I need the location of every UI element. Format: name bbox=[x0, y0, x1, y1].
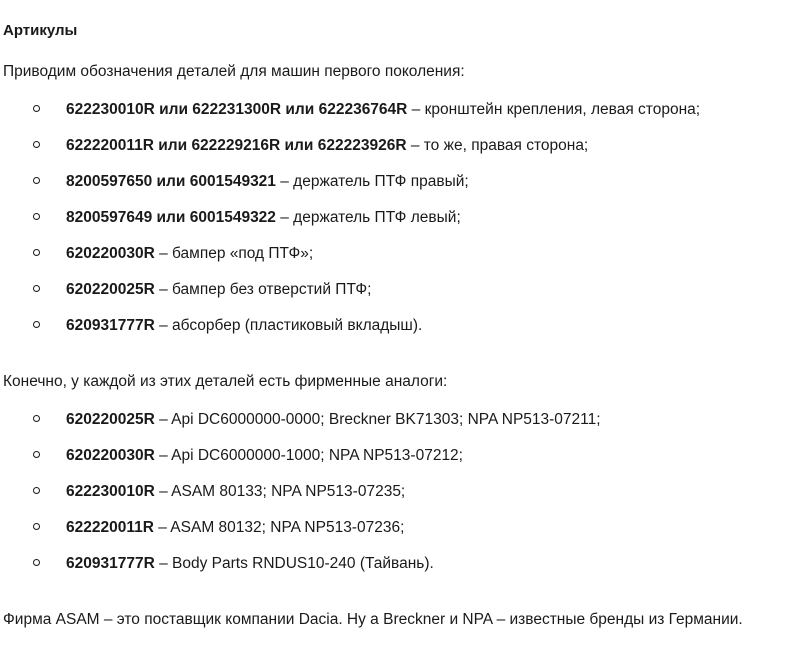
circle-bullet-icon bbox=[33, 487, 40, 494]
analog-description: – Api DC6000000-0000; Breckner BK71303; NPA NP513-07211; bbox=[154, 411, 601, 428]
circle-bullet-icon bbox=[33, 451, 40, 458]
circle-bullet-icon bbox=[33, 213, 40, 220]
circle-bullet-icon bbox=[33, 415, 40, 422]
part-description: – держатель ПТФ правый; bbox=[275, 173, 469, 190]
list-item bbox=[3, 244, 700, 280]
list-item bbox=[3, 410, 601, 446]
analogs-list bbox=[3, 410, 601, 590]
list-item bbox=[3, 316, 700, 352]
circle-bullet-icon bbox=[33, 321, 40, 328]
part-description: – бампер без отверстий ПТФ; bbox=[154, 281, 372, 298]
part-code: 620220025R bbox=[66, 411, 155, 428]
part-code: 622220011R или 622229216R или 622223926R bbox=[66, 137, 407, 154]
part-code: 620220030R bbox=[66, 447, 155, 464]
intro-paragraph: Приводим обозначения деталей для машин первого поколения: bbox=[3, 63, 465, 80]
list-item bbox=[3, 280, 700, 316]
section-heading: Артикулы bbox=[3, 22, 78, 39]
analog-description: – Api DC6000000-1000; NPA NP513-07212; bbox=[154, 447, 463, 464]
analog-description: – Body Parts RNDUS10-240 (Тайвань). bbox=[154, 555, 434, 572]
part-code: 622230010R bbox=[66, 483, 155, 500]
list-item bbox=[3, 172, 700, 208]
part-code: 620931777R bbox=[66, 555, 155, 572]
circle-bullet-icon bbox=[33, 523, 40, 530]
list-item bbox=[3, 136, 700, 172]
part-code: 620220025R bbox=[66, 281, 155, 298]
part-code: 8200597649 или 6001549322 bbox=[66, 209, 276, 226]
list-item bbox=[3, 446, 601, 482]
part-code: 620220030R bbox=[66, 245, 155, 262]
circle-bullet-icon bbox=[33, 141, 40, 148]
part-description: – кронштейн крепления, левая сторона; bbox=[407, 101, 701, 118]
part-code: 8200597650 или 6001549321 bbox=[66, 173, 276, 190]
analogs-intro-paragraph: Конечно, у каждой из этих деталей есть фирменные аналоги: bbox=[3, 373, 448, 390]
analog-description: – ASAM 80132; NPA NP513-07236; bbox=[153, 519, 405, 536]
list-item bbox=[3, 100, 700, 136]
circle-bullet-icon bbox=[33, 285, 40, 292]
part-description: – абсорбер (пластиковый вкладыш). bbox=[154, 317, 423, 334]
circle-bullet-icon bbox=[33, 559, 40, 566]
part-code: 622220011R bbox=[66, 519, 154, 536]
analog-description: – ASAM 80133; NPA NP513-07235; bbox=[154, 483, 406, 500]
list-item bbox=[3, 482, 601, 518]
list-item bbox=[3, 208, 700, 244]
circle-bullet-icon bbox=[33, 177, 40, 184]
part-code: 620931777R bbox=[66, 317, 155, 334]
parts-list bbox=[3, 100, 700, 352]
list-item bbox=[3, 554, 601, 590]
part-description: – держатель ПТФ левый; bbox=[275, 209, 461, 226]
part-description: – бампер «под ПТФ»; bbox=[154, 245, 314, 262]
circle-bullet-icon bbox=[33, 249, 40, 256]
part-description: – то же, правая сторона; bbox=[406, 137, 589, 154]
list-item bbox=[3, 518, 601, 554]
circle-bullet-icon bbox=[33, 105, 40, 112]
closing-paragraph: Фирма ASAM – это поставщик компании Dacia. Ну а Breckner и NPA – известные бренды из Германии. bbox=[3, 611, 743, 628]
part-code: 622230010R или 622231300R или 622236764R bbox=[66, 101, 408, 118]
